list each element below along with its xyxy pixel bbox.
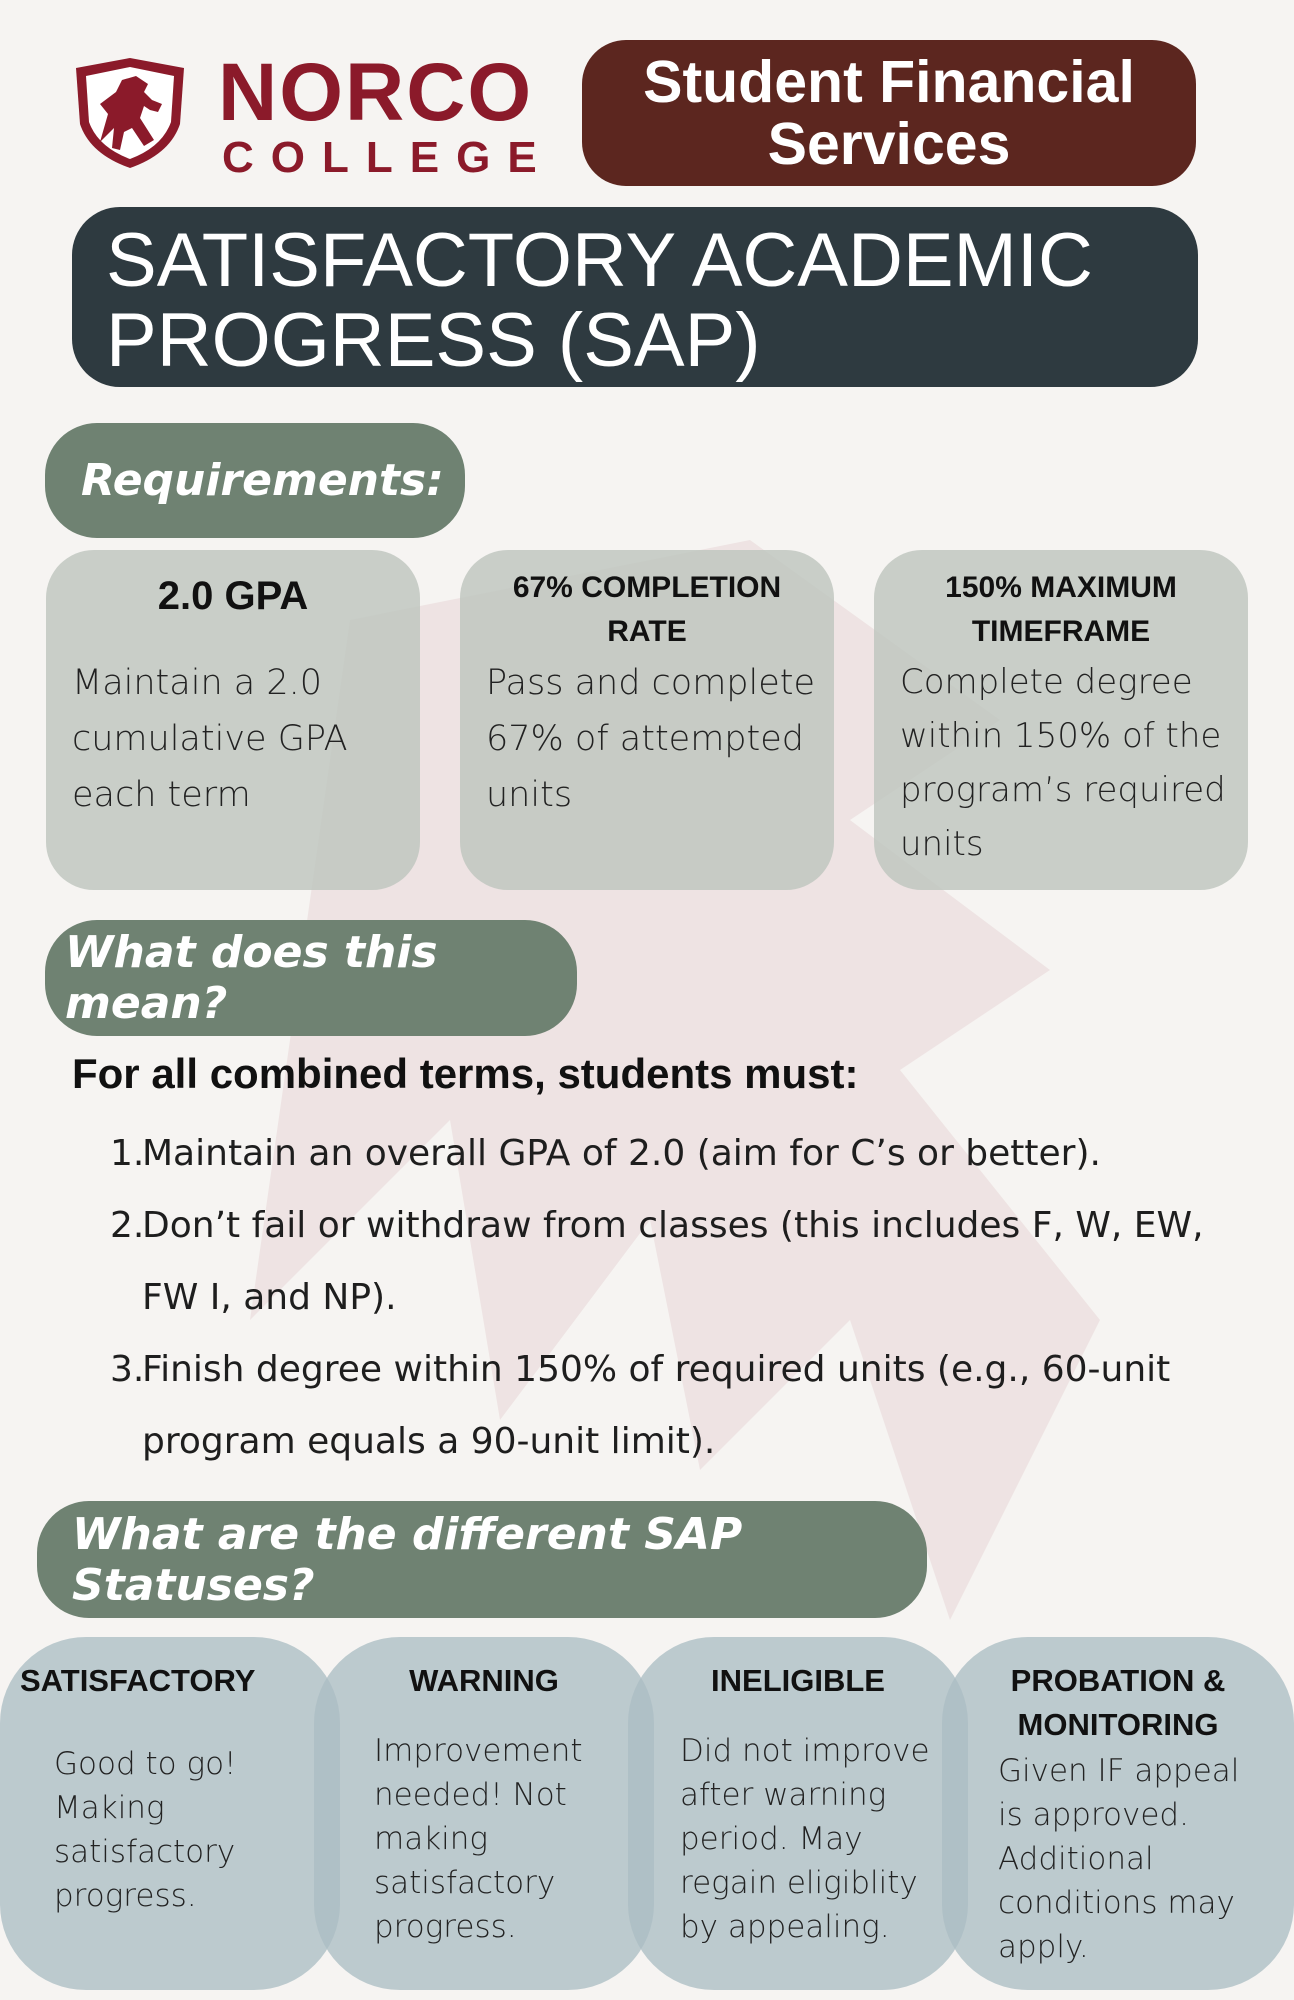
status-body: Given IF appeal is approved. Additional conditions may apply. bbox=[998, 1753, 1240, 1965]
list-number: 2. bbox=[110, 1205, 145, 1246]
page-title: SATISFACTORY ACADEMIC PROGRESS (SAP) bbox=[106, 218, 1093, 383]
meaning-heading: What does this mean? bbox=[65, 927, 438, 1029]
status-probation bbox=[942, 1637, 1294, 1990]
logo-subtitle: COLLEGE bbox=[222, 133, 554, 182]
requirement-card-timeframe bbox=[874, 550, 1248, 890]
department-title: Student Financial Services bbox=[643, 49, 1135, 177]
requirement-card-completion bbox=[460, 550, 834, 890]
meaning-lead: For all combined terms, students must: bbox=[72, 1050, 859, 1097]
meaning-heading-pill bbox=[45, 920, 577, 1036]
status-title: INELIGIBLE bbox=[711, 1663, 885, 1698]
list-item bbox=[100, 1334, 1220, 1478]
status-body: Good to go! Making satisfactory progress. bbox=[54, 1746, 237, 1914]
requirement-title: 67% COMPLETION RATE bbox=[512, 571, 782, 648]
requirements-heading-pill bbox=[45, 423, 465, 538]
requirement-body: Pass and complete 67% of attempted units bbox=[486, 663, 816, 815]
requirements-heading: Requirements: bbox=[81, 455, 444, 506]
logo-name: NORCO bbox=[218, 47, 534, 138]
status-title: WARNING bbox=[409, 1663, 559, 1698]
statuses-heading: What are the different SAP Statuses? bbox=[72, 1508, 743, 1611]
status-warning bbox=[314, 1637, 654, 1990]
status-title: SATISFACTORY bbox=[20, 1663, 256, 1698]
department-banner bbox=[582, 40, 1196, 186]
list-number: 1. bbox=[110, 1133, 145, 1174]
list-text: Finish degree within 150% of required units (e.g., 60-unit program equals a 90-unit limit). bbox=[142, 1349, 1171, 1462]
status-body: Did not improve after warning period. May regain eligiblity by appealing. bbox=[680, 1733, 930, 1945]
list-text: Maintain an overall GPA of 2.0 (aim for C’s or better). bbox=[142, 1133, 1101, 1174]
status-satisfactory bbox=[0, 1637, 340, 1990]
status-body: Improvement needed! Not making satisfactory progress. bbox=[374, 1733, 583, 1945]
horse-shield-icon bbox=[70, 54, 190, 172]
statuses-heading-pill bbox=[37, 1501, 927, 1618]
meaning-list bbox=[100, 1118, 1220, 1478]
requirement-title: 150% MAXIMUM TIMEFRAME bbox=[945, 571, 1177, 648]
status-title: PROBATION & MONITORING bbox=[1010, 1663, 1226, 1742]
list-number: 3. bbox=[110, 1349, 145, 1390]
list-item bbox=[100, 1118, 1220, 1190]
list-item bbox=[100, 1190, 1220, 1334]
requirement-body: Complete degree within 150% of the program’s required units bbox=[900, 662, 1226, 864]
page-title-banner bbox=[72, 207, 1198, 387]
requirement-body: Maintain a 2.0 cumulative GPA each term bbox=[72, 663, 348, 815]
requirement-card-gpa bbox=[46, 550, 420, 890]
status-ineligible bbox=[628, 1637, 968, 1990]
requirement-title: 2.0 GPA bbox=[157, 574, 309, 618]
list-text: Don’t fail or withdraw from classes (this includes F, W, EW, FW I, and NP). bbox=[142, 1205, 1204, 1318]
college-logo bbox=[70, 47, 554, 182]
